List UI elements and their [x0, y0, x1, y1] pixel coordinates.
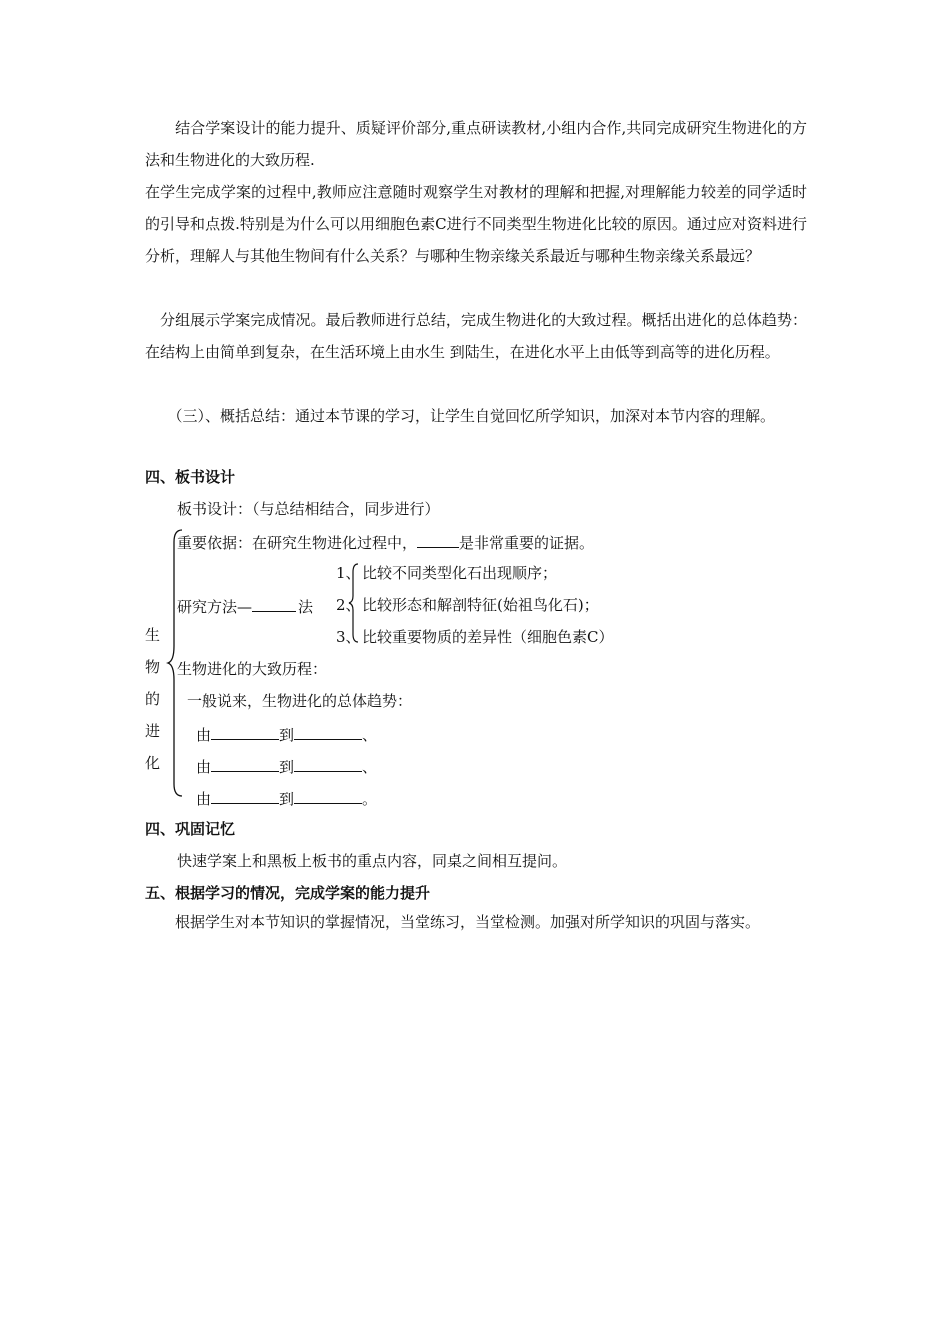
method-brace-icon	[348, 562, 360, 644]
method-blank	[252, 595, 296, 612]
method-item-text: 比较重要物质的差异性（细胞色素C）	[362, 628, 614, 646]
method-item-num: 3、	[336, 628, 361, 646]
practice-text: 根据学生对本节知识的掌握情况，当堂练习，当堂检测。加强对所学知识的巩固与落实。	[145, 913, 761, 931]
trend-from-label: 由	[196, 758, 212, 776]
method-item-text: 比较不同类型化石出现顺序；	[362, 564, 558, 582]
method-prefix: 研究方法—	[177, 598, 253, 616]
trend-blank	[294, 787, 362, 804]
method-item-text: 比较形态和解剖特征(始祖鸟化石)；	[362, 596, 599, 614]
review-text: 快速学案上和黑板上板书的重点内容，同桌之间相互提问。	[177, 852, 568, 870]
trend-to-label: 到	[279, 726, 295, 744]
vertical-title-char: 的	[145, 690, 161, 708]
trend-line-2	[196, 755, 377, 777]
trend-from-label: 由	[196, 726, 212, 744]
trend-from-label: 由	[196, 790, 212, 808]
vertical-title-char: 化	[145, 754, 161, 772]
board-design-intro: 板书设计：（与总结相结合，同步进行）	[177, 500, 440, 518]
vertical-title-char: 生	[145, 626, 161, 644]
trend-to-label: 到	[279, 758, 295, 776]
trend-to-label: 到	[279, 790, 295, 808]
trend-blank	[211, 723, 279, 740]
method-item-num: 2、	[336, 596, 361, 614]
evidence-blank	[417, 531, 459, 548]
method-line	[177, 595, 313, 617]
trend-end-mark: 、	[362, 726, 378, 744]
practice-heading: 五、根据学习的情况，完成学案的能力提升	[145, 884, 431, 902]
paragraph-3: 分组展示学案完成情况。最后教师进行总结，完成生物进化的大致过程。概括出进化的总体趋势：在结构上由简单到复杂，在生活环境上由水生 到陆生，在进化水平上由低等到高等的进化历程。	[145, 311, 807, 361]
trend-end-mark: 、	[362, 758, 378, 776]
vertical-title-char: 物	[145, 658, 161, 676]
evidence-line	[177, 531, 594, 553]
trend-intro: 一般说来，生物进化的总体趋势：	[187, 692, 413, 710]
paragraph-2: 在学生完成学案的过程中,教师应注意随时观察学生对教材的理解和把握,对理解能力较差的同学适时的引导和点拨.特别是为什么可以用细胞色素C进行不同类型生物进化比较的原因。通过应对资料进行分析，理解人与其他生物间有什么关系？与哪种生物亲缘关系最近与哪种生物亲缘关系最远？	[145, 183, 807, 265]
history-title: 生物进化的大致历程：	[177, 660, 328, 678]
review-heading: 四、巩固记忆	[145, 820, 236, 838]
trend-blank	[294, 755, 362, 772]
trend-blank	[211, 787, 279, 804]
trend-line-1	[196, 723, 377, 745]
trend-line-3	[196, 787, 377, 809]
trend-blank	[294, 723, 362, 740]
method-item-num: 1、	[336, 564, 361, 582]
method-suffix: 法	[298, 598, 314, 616]
evidence-suffix: 是非常重要的证据。	[459, 534, 595, 552]
vertical-title-char: 进	[145, 722, 161, 740]
paragraph-1: 结合学案设计的能力提升、质疑评价部分,重点研读教材,小组内合作,共同完成研究生物进化的方法和生物进化的大致历程.	[145, 119, 807, 169]
paragraph-4: （三）、概括总结：通过本节课的学习，让学生自觉回忆所学知识，加深对本节内容的理解。	[145, 407, 776, 425]
trend-end-mark: 。	[362, 790, 378, 808]
board-design-heading: 四、板书设计	[145, 468, 236, 486]
evidence-prefix: 重要依据：在研究生物进化过程中，	[177, 534, 418, 552]
trend-blank	[211, 755, 279, 772]
